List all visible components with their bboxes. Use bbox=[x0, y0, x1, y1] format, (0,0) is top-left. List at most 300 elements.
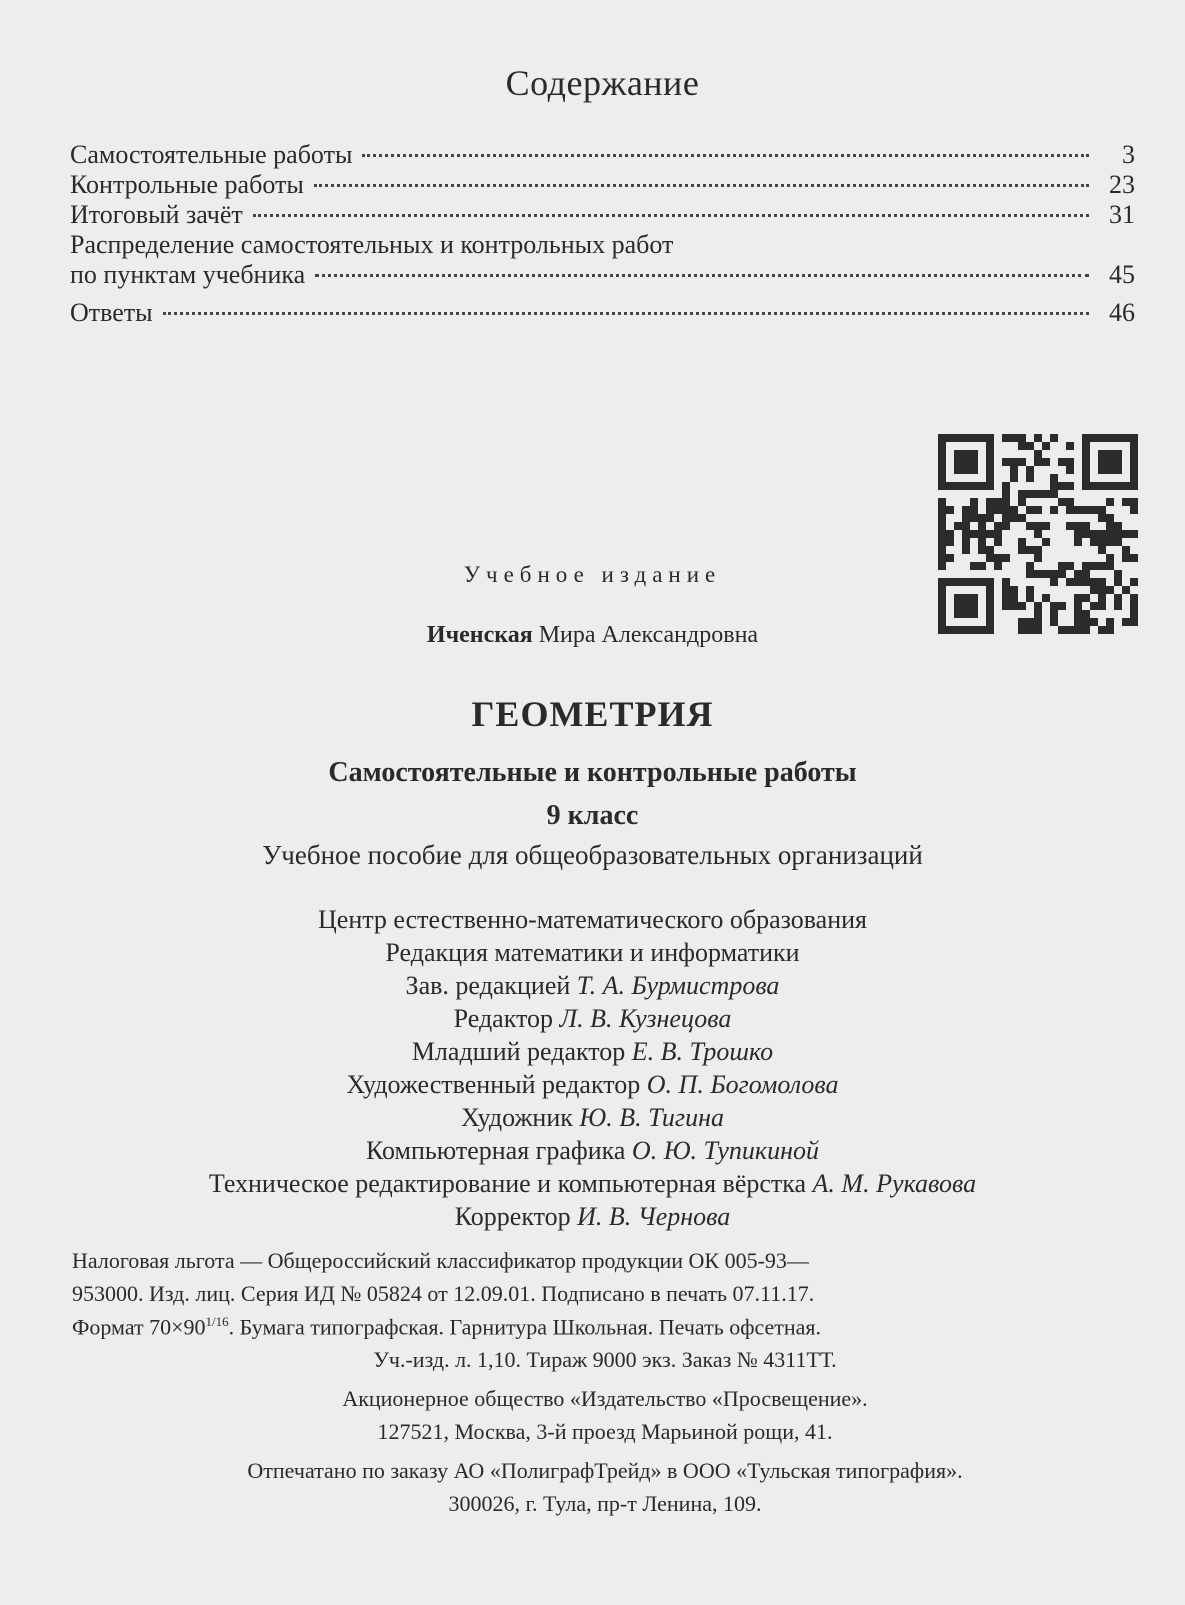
qr-module bbox=[1074, 522, 1082, 530]
publisher: Акционерное общество «Издательство «Просвещение». bbox=[342, 1386, 868, 1411]
staff-name: О. Ю. Тупикиной bbox=[631, 1136, 819, 1165]
qr-module bbox=[1122, 482, 1130, 490]
staff-name: А. М. Рукавова bbox=[812, 1169, 977, 1198]
staff-line bbox=[0, 1037, 1185, 1070]
qr-module bbox=[1058, 458, 1066, 466]
qr-module bbox=[946, 482, 954, 490]
toc-leader-dots bbox=[253, 214, 1089, 217]
staff-line bbox=[0, 1169, 1185, 1202]
qr-module bbox=[1002, 490, 1010, 498]
qr-module bbox=[1098, 434, 1106, 442]
qr-module bbox=[938, 514, 946, 522]
qr-module bbox=[1042, 442, 1050, 450]
qr-module bbox=[954, 522, 962, 530]
staff-role: Художник bbox=[461, 1103, 573, 1132]
qr-module bbox=[994, 538, 1002, 546]
qr-module bbox=[946, 506, 954, 514]
author bbox=[0, 622, 1185, 649]
qr-module bbox=[1106, 466, 1114, 474]
printer-address: 300026, г. Тула, пр-т Ленина, 109. bbox=[448, 1491, 762, 1516]
qr-module bbox=[1010, 506, 1018, 514]
qr-module bbox=[1034, 554, 1042, 562]
qr-module bbox=[1106, 450, 1114, 458]
qr-module bbox=[1130, 594, 1138, 602]
qr-module bbox=[1018, 498, 1026, 506]
qr-module bbox=[1010, 474, 1018, 482]
qr-module bbox=[1050, 506, 1058, 514]
qr-module bbox=[962, 530, 970, 538]
qr-module bbox=[1010, 594, 1018, 602]
qr-module bbox=[1082, 434, 1090, 442]
toc-item[interactable] bbox=[70, 298, 1135, 328]
staff-role: Центр естественно-математического образования bbox=[318, 905, 867, 934]
qr-module bbox=[1106, 482, 1114, 490]
qr-module bbox=[1098, 546, 1106, 554]
qr-module bbox=[1042, 490, 1050, 498]
qr-module bbox=[954, 610, 962, 618]
qr-module bbox=[938, 450, 946, 458]
qr-module bbox=[1018, 602, 1026, 610]
qr-module bbox=[986, 450, 994, 458]
qr-module bbox=[1098, 458, 1106, 466]
qr-module bbox=[1026, 546, 1034, 554]
qr-module bbox=[1114, 482, 1122, 490]
qr-module bbox=[1066, 442, 1074, 450]
qr-module bbox=[1002, 522, 1010, 530]
qr-module bbox=[1002, 498, 1010, 506]
toc-item-label-continued: по пунктам учебника bbox=[70, 260, 306, 289]
staff-line bbox=[0, 905, 1185, 938]
qr-module bbox=[1018, 458, 1026, 466]
staff-line bbox=[0, 971, 1185, 1004]
book-subtitle: Самостоятельные и контрольные работы bbox=[328, 757, 857, 788]
qr-module bbox=[1130, 506, 1138, 514]
qr-module bbox=[986, 610, 994, 618]
qr-module bbox=[1034, 610, 1042, 618]
imprint-format: Формат 70×90 bbox=[72, 1314, 206, 1340]
qr-module bbox=[1130, 450, 1138, 458]
qr-module bbox=[970, 594, 978, 602]
qr-module bbox=[938, 546, 946, 554]
qr-module bbox=[1010, 458, 1018, 466]
book-title: ГЕОМЕТРИЯ bbox=[471, 694, 714, 734]
qr-module bbox=[1082, 506, 1090, 514]
qr-module bbox=[1066, 498, 1074, 506]
qr-module bbox=[970, 602, 978, 610]
qr-module bbox=[1106, 530, 1114, 538]
toc-leader-dots bbox=[362, 154, 1089, 157]
staff-name: Л. В. Кузнецова bbox=[559, 1004, 732, 1033]
qr-module bbox=[1018, 514, 1026, 522]
toc-item-label: Распределение самостоятельных и контрольных работ bbox=[70, 230, 674, 259]
qr-module bbox=[1010, 434, 1018, 442]
qr-module bbox=[1106, 514, 1114, 522]
qr-module bbox=[970, 610, 978, 618]
qr-module bbox=[1114, 450, 1122, 458]
toc-item-label: Ответы bbox=[70, 298, 153, 327]
qr-module bbox=[938, 442, 946, 450]
qr-module bbox=[1018, 434, 1026, 442]
qr-module bbox=[938, 554, 946, 562]
imprint-line bbox=[72, 1314, 1138, 1347]
qr-module bbox=[1098, 538, 1106, 546]
qr-module bbox=[938, 434, 946, 442]
qr-module bbox=[1034, 506, 1042, 514]
qr-module bbox=[986, 530, 994, 538]
qr-module bbox=[1106, 538, 1114, 546]
qr-module bbox=[962, 450, 970, 458]
imprint-format-rest: . Бумага типографская. Гарнитура Школьная. Печать офсетная. bbox=[228, 1314, 822, 1340]
toc-item-line2[interactable] bbox=[70, 260, 1135, 290]
qr-module bbox=[1018, 442, 1026, 450]
toc-item-label: Контрольные работы bbox=[70, 170, 304, 199]
qr-module bbox=[1114, 458, 1122, 466]
qr-module bbox=[938, 466, 946, 474]
toc-item-page: 31 bbox=[1109, 200, 1135, 229]
qr-module bbox=[1130, 466, 1138, 474]
qr-module bbox=[1010, 514, 1018, 522]
qr-module bbox=[1034, 490, 1042, 498]
staff-name: О. П. Богомолова bbox=[646, 1070, 839, 1099]
qr-module bbox=[946, 530, 954, 538]
qr-module bbox=[962, 506, 970, 514]
toc-item[interactable] bbox=[70, 200, 1135, 230]
qr-module bbox=[946, 434, 954, 442]
qr-module bbox=[1066, 458, 1074, 466]
qr-module bbox=[1082, 466, 1090, 474]
staff-role: Редакция математики и информатики bbox=[385, 938, 800, 967]
qr-module bbox=[962, 466, 970, 474]
qr-module bbox=[1042, 594, 1050, 602]
book-purpose: Учебное пособие для общеобразовательных организаций bbox=[262, 840, 923, 870]
qr-module bbox=[1026, 442, 1034, 450]
toc-item-label: Итоговый зачёт bbox=[70, 200, 243, 229]
qr-module bbox=[1082, 458, 1090, 466]
staff-role: Корректор bbox=[454, 1202, 571, 1231]
qr-module bbox=[1074, 506, 1082, 514]
qr-module bbox=[1034, 434, 1042, 442]
qr-module bbox=[1130, 458, 1138, 466]
qr-module bbox=[1026, 490, 1034, 498]
qr-module bbox=[1018, 538, 1026, 546]
qr-module bbox=[946, 538, 954, 546]
qr-module bbox=[1074, 530, 1082, 538]
qr-module bbox=[962, 602, 970, 610]
toc-item-line1[interactable] bbox=[70, 230, 1135, 260]
imprint-block bbox=[72, 1248, 1138, 1524]
qr-module bbox=[1098, 602, 1106, 610]
toc-leader-dots bbox=[315, 274, 1089, 277]
qr-module bbox=[946, 554, 954, 562]
qr-module bbox=[1074, 594, 1082, 602]
qr-module bbox=[954, 594, 962, 602]
qr-module bbox=[1090, 530, 1098, 538]
qr-module bbox=[1114, 594, 1122, 602]
table-of-contents bbox=[70, 140, 1135, 328]
qr-module bbox=[954, 434, 962, 442]
staff-list bbox=[0, 905, 1185, 1235]
qr-module bbox=[1130, 498, 1138, 506]
toc-leader-dots bbox=[163, 312, 1089, 315]
qr-code bbox=[938, 434, 1138, 634]
qr-module bbox=[1002, 554, 1010, 562]
qr-module bbox=[1050, 602, 1058, 610]
staff-role: Компьютерная графика bbox=[366, 1136, 626, 1165]
qr-module bbox=[1050, 474, 1058, 482]
qr-module bbox=[1090, 602, 1098, 610]
qr-module bbox=[1010, 466, 1018, 474]
qr-module bbox=[954, 458, 962, 466]
imprint-line: Уч.-изд. л. 1,10. Тираж 9000 экз. Заказ № 4311ТТ. bbox=[373, 1347, 837, 1372]
qr-module bbox=[970, 506, 978, 514]
qr-module bbox=[1050, 610, 1058, 618]
qr-module bbox=[1034, 546, 1042, 554]
qr-module bbox=[986, 498, 994, 506]
qr-module bbox=[970, 530, 978, 538]
imprint-line: Налоговая льгота — Общероссийский классификатор продукции ОК 005-93— bbox=[72, 1248, 809, 1273]
qr-module bbox=[978, 538, 986, 546]
publisher-address: 127521, Москва, 3-й проезд Марьиной рощи, 41. bbox=[377, 1419, 833, 1444]
qr-module bbox=[1090, 506, 1098, 514]
qr-module bbox=[1114, 602, 1122, 610]
qr-module bbox=[1074, 538, 1082, 546]
qr-module bbox=[1114, 466, 1122, 474]
qr-module bbox=[986, 602, 994, 610]
toc-item[interactable] bbox=[70, 140, 1135, 170]
qr-module bbox=[994, 554, 1002, 562]
qr-module bbox=[954, 602, 962, 610]
qr-module bbox=[1050, 434, 1058, 442]
qr-module bbox=[1034, 458, 1042, 466]
qr-module bbox=[986, 442, 994, 450]
qr-module bbox=[1114, 538, 1122, 546]
qr-module bbox=[1002, 594, 1010, 602]
qr-module bbox=[954, 482, 962, 490]
qr-module bbox=[986, 434, 994, 442]
qr-module bbox=[962, 458, 970, 466]
qr-module bbox=[962, 514, 970, 522]
qr-module bbox=[986, 546, 994, 554]
qr-module bbox=[1122, 434, 1130, 442]
qr-module bbox=[994, 530, 1002, 538]
qr-module bbox=[970, 498, 978, 506]
qr-module bbox=[962, 546, 970, 554]
qr-module bbox=[1002, 506, 1010, 514]
qr-module bbox=[1090, 434, 1098, 442]
qr-module bbox=[1002, 458, 1010, 466]
qr-module bbox=[938, 594, 946, 602]
toc-item-page: 46 bbox=[1109, 298, 1135, 327]
qr-module bbox=[1082, 482, 1090, 490]
qr-module bbox=[986, 554, 994, 562]
toc-item-page: 23 bbox=[1109, 170, 1135, 199]
qr-module bbox=[1090, 482, 1098, 490]
qr-module bbox=[1130, 554, 1138, 562]
qr-module bbox=[1002, 514, 1010, 522]
qr-module bbox=[970, 514, 978, 522]
toc-leader-dots bbox=[314, 184, 1089, 187]
imprint-line: 953000. Изд. лиц. Серия ИД № 05824 от 12.09.01. Подписано в печать 07.11.17. bbox=[72, 1281, 815, 1306]
qr-module bbox=[1058, 498, 1066, 506]
toc-item[interactable] bbox=[70, 170, 1135, 200]
qr-module bbox=[1122, 498, 1130, 506]
qr-module bbox=[1066, 482, 1074, 490]
qr-module bbox=[986, 506, 994, 514]
qr-module bbox=[1082, 442, 1090, 450]
qr-module bbox=[1002, 434, 1010, 442]
qr-module bbox=[1026, 506, 1034, 514]
qr-module bbox=[978, 546, 986, 554]
qr-module bbox=[938, 522, 946, 530]
qr-module bbox=[986, 482, 994, 490]
qr-module bbox=[1106, 522, 1114, 530]
qr-module bbox=[1082, 522, 1090, 530]
toc-item-page: 45 bbox=[1109, 260, 1135, 289]
qr-module bbox=[1130, 434, 1138, 442]
qr-module bbox=[938, 482, 946, 490]
toc-item-label: Самостоятельные работы bbox=[70, 140, 353, 169]
qr-module bbox=[1042, 538, 1050, 546]
qr-module bbox=[938, 474, 946, 482]
qr-module bbox=[1098, 514, 1106, 522]
qr-module bbox=[1082, 474, 1090, 482]
qr-module bbox=[1002, 602, 1010, 610]
qr-module bbox=[962, 538, 970, 546]
qr-module bbox=[1042, 458, 1050, 466]
qr-module bbox=[1018, 490, 1026, 498]
staff-line bbox=[0, 1004, 1185, 1037]
qr-module bbox=[1042, 522, 1050, 530]
qr-module bbox=[1098, 594, 1106, 602]
toc-item-page: 3 bbox=[1122, 140, 1135, 169]
staff-role: Редактор bbox=[453, 1004, 554, 1033]
staff-line bbox=[0, 1103, 1185, 1136]
qr-module bbox=[1098, 450, 1106, 458]
staff-role: Техническое редактирование и компьютерная вёрстка bbox=[208, 1169, 807, 1198]
staff-name: Т. А. Бурмистрова bbox=[576, 971, 780, 1000]
qr-module bbox=[1098, 530, 1106, 538]
qr-module bbox=[1098, 482, 1106, 490]
qr-module bbox=[1058, 602, 1066, 610]
qr-module bbox=[938, 498, 946, 506]
qr-module bbox=[1034, 530, 1042, 538]
qr-module bbox=[1122, 546, 1130, 554]
author-surname: Иченская bbox=[426, 622, 533, 648]
qr-module bbox=[1074, 610, 1082, 618]
qr-module bbox=[1026, 474, 1034, 482]
qr-module bbox=[986, 466, 994, 474]
staff-role: Художественный редактор bbox=[346, 1070, 641, 1099]
qr-module bbox=[938, 602, 946, 610]
qr-module bbox=[954, 450, 962, 458]
staff-line bbox=[0, 1202, 1185, 1235]
qr-module bbox=[962, 610, 970, 618]
qr-module bbox=[970, 434, 978, 442]
qr-module bbox=[1114, 434, 1122, 442]
qr-module bbox=[1010, 602, 1018, 610]
qr-module bbox=[1082, 594, 1090, 602]
qr-module bbox=[1082, 610, 1090, 618]
qr-module bbox=[1034, 450, 1042, 458]
staff-line bbox=[0, 1136, 1185, 1169]
qr-module bbox=[970, 466, 978, 474]
qr-module bbox=[986, 458, 994, 466]
qr-module bbox=[1130, 482, 1138, 490]
qr-module bbox=[1098, 506, 1106, 514]
qr-module bbox=[970, 450, 978, 458]
staff-line bbox=[0, 1070, 1185, 1103]
qr-module bbox=[1106, 458, 1114, 466]
qr-module bbox=[994, 498, 1002, 506]
qr-module bbox=[1034, 602, 1042, 610]
qr-module bbox=[986, 514, 994, 522]
qr-module bbox=[1026, 594, 1034, 602]
qr-module bbox=[1130, 530, 1138, 538]
qr-module bbox=[1082, 450, 1090, 458]
qr-module bbox=[954, 466, 962, 474]
toc-title: Содержание bbox=[505, 63, 700, 103]
qr-module bbox=[1050, 482, 1058, 490]
qr-module bbox=[1002, 482, 1010, 490]
qr-module bbox=[938, 538, 946, 546]
qr-module bbox=[994, 506, 1002, 514]
qr-module bbox=[962, 522, 970, 530]
qr-module bbox=[938, 530, 946, 538]
qr-module bbox=[1130, 474, 1138, 482]
qr-module bbox=[1122, 530, 1130, 538]
qr-module bbox=[1058, 482, 1066, 490]
qr-module bbox=[978, 434, 986, 442]
qr-module bbox=[1122, 554, 1130, 562]
author-name: Мира Александровна bbox=[538, 622, 759, 648]
qr-module bbox=[962, 482, 970, 490]
qr-module bbox=[994, 522, 1002, 530]
staff-line bbox=[0, 938, 1185, 971]
staff-name: Ю. В. Тигина bbox=[579, 1103, 724, 1132]
qr-module bbox=[1114, 522, 1122, 530]
staff-name: Е. В. Трошко bbox=[631, 1037, 774, 1066]
qr-module bbox=[1066, 466, 1074, 474]
qr-module bbox=[1026, 466, 1034, 474]
grade: 9 класс bbox=[546, 800, 639, 831]
qr-module bbox=[1034, 522, 1042, 530]
edition-type: Учебное издание bbox=[463, 562, 722, 587]
qr-module bbox=[970, 458, 978, 466]
qr-module bbox=[938, 610, 946, 618]
qr-module bbox=[978, 530, 986, 538]
qr-module bbox=[962, 434, 970, 442]
qr-module bbox=[938, 506, 946, 514]
qr-module bbox=[1106, 554, 1114, 562]
qr-module bbox=[1082, 530, 1090, 538]
qr-module bbox=[1050, 490, 1058, 498]
qr-module bbox=[1066, 506, 1074, 514]
qr-module bbox=[1066, 522, 1074, 530]
qr-module bbox=[978, 514, 986, 522]
qr-module bbox=[1106, 498, 1114, 506]
qr-module bbox=[1018, 546, 1026, 554]
qr-module bbox=[1106, 434, 1114, 442]
qr-module bbox=[1114, 530, 1122, 538]
qr-module bbox=[1074, 602, 1082, 610]
qr-module bbox=[986, 474, 994, 482]
qr-module bbox=[1090, 538, 1098, 546]
qr-module bbox=[962, 594, 970, 602]
qr-module bbox=[970, 482, 978, 490]
qr-module bbox=[1098, 466, 1106, 474]
qr-module bbox=[978, 482, 986, 490]
qr-module bbox=[1130, 602, 1138, 610]
